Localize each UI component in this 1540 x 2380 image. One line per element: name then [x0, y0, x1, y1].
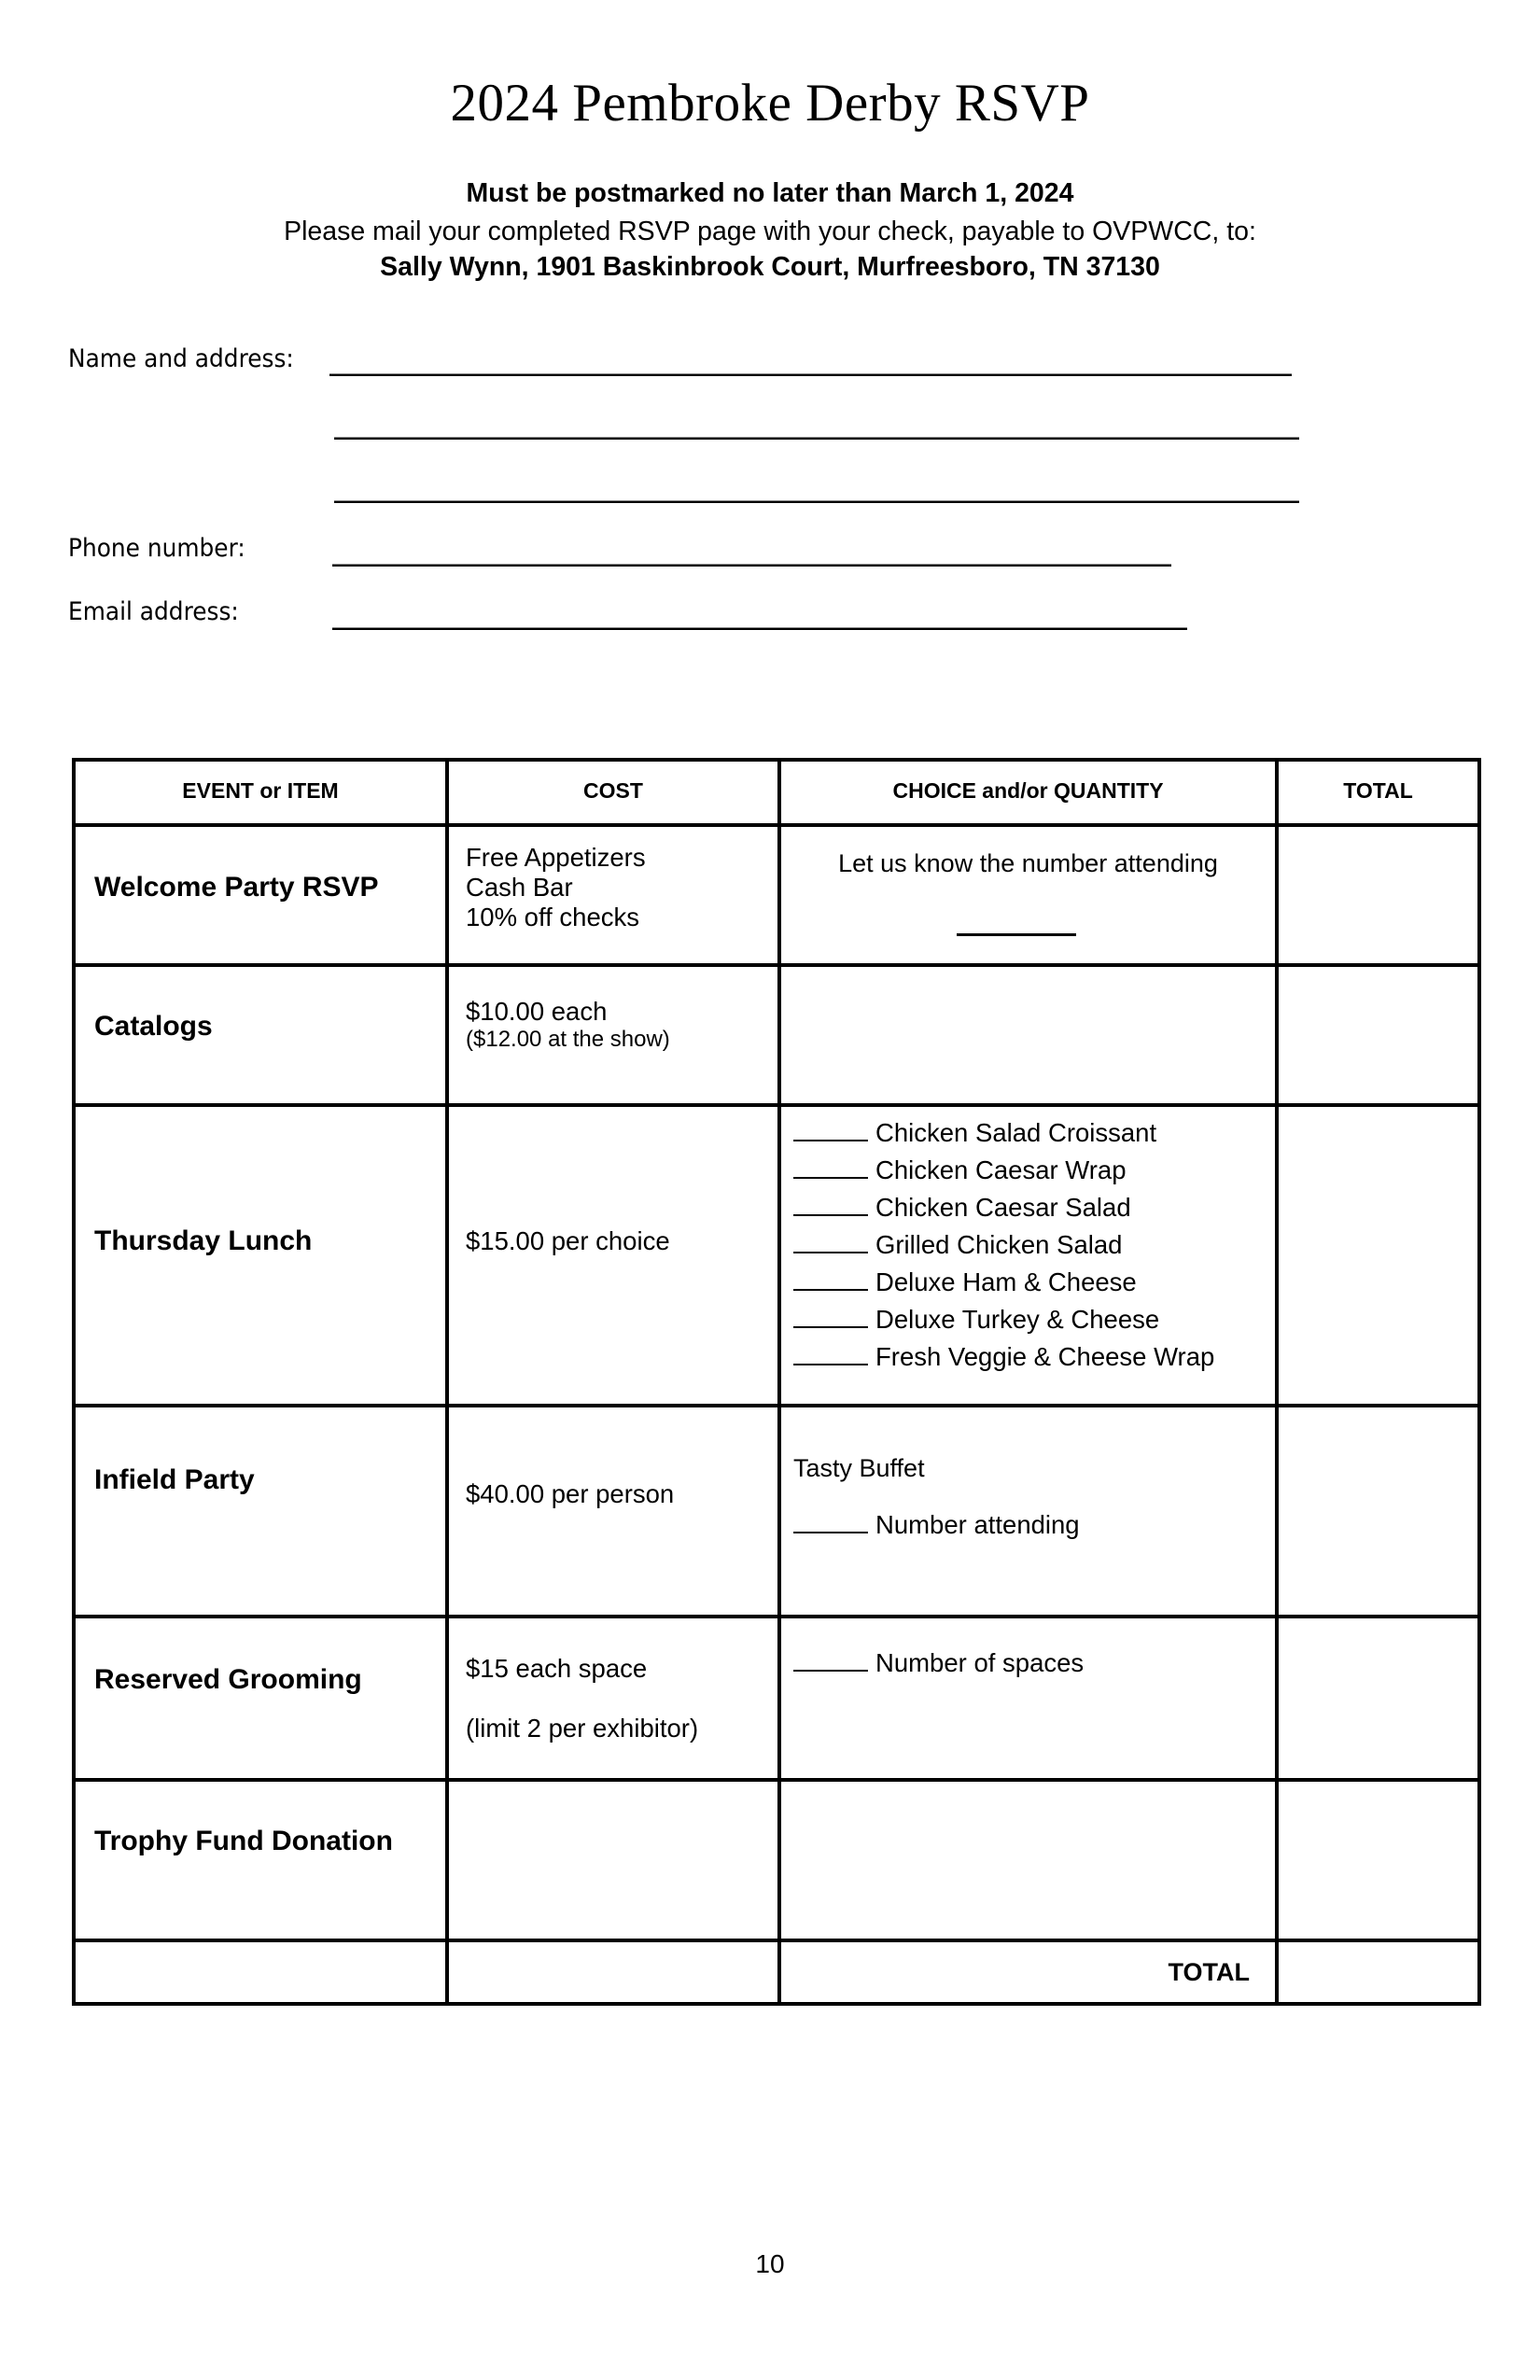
cost-line: (limit 2 per exhibitor)	[466, 1714, 699, 1743]
event-welcome-party: Welcome Party RSVP	[94, 872, 379, 903]
choice-catalogs-quantity[interactable]	[781, 967, 1275, 1103]
cost-thursday-lunch: $15.00 per choice	[466, 1226, 670, 1255]
lunch-choice-item[interactable]: Chicken Salad Croissant	[793, 1114, 1214, 1152]
welcome-party-attending-blank[interactable]	[957, 933, 1076, 936]
quantity-blank[interactable]	[793, 1229, 868, 1253]
total-thursday-lunch[interactable]	[1279, 1107, 1477, 1404]
cost-trophy-fund-donation[interactable]	[449, 1782, 777, 1939]
event-catalogs: Catalogs	[94, 1011, 213, 1042]
column-header-total: TOTAL	[1343, 778, 1413, 803]
phone-label: Phone number:	[68, 534, 245, 563]
name-address-field-line-2[interactable]	[334, 437, 1299, 440]
total-reserved-grooming[interactable]	[1279, 1618, 1477, 1778]
name-address-label: Name and address:	[68, 344, 294, 373]
phone-field-line[interactable]	[332, 564, 1171, 567]
lunch-choice-item[interactable]: Chicken Caesar Salad	[793, 1189, 1214, 1226]
name-address-field-line-3[interactable]	[334, 500, 1299, 503]
column-header-cost: COST	[583, 778, 643, 803]
row-divider	[72, 823, 1481, 827]
lunch-choice-item[interactable]: Deluxe Turkey & Cheese	[793, 1301, 1214, 1338]
cost-infield-party: $40.00 per person	[466, 1479, 675, 1508]
total-welcome-party[interactable]	[1279, 827, 1477, 963]
mailing-instructions: Please mail your completed RSVP page with your check, payable to OVPWCC, to:	[284, 217, 1256, 246]
mailing-address: Sally Wynn, 1901 Baskinbrook Court, Murfreesboro, TN 37130	[380, 252, 1160, 282]
quantity-blank[interactable]	[793, 1117, 868, 1141]
cost-line: Cash Bar	[466, 873, 573, 902]
page-title: 2024 Pembroke Derby RSVP	[450, 74, 1090, 133]
event-infield-party: Infield Party	[94, 1464, 255, 1495]
cost-line: $10.00 each	[466, 997, 608, 1026]
quantity-blank[interactable]	[793, 1304, 868, 1328]
cost-line: Free Appetizers	[466, 843, 646, 872]
column-header-event: EVENT or ITEM	[182, 778, 339, 803]
choice-trophy-fund-donation[interactable]	[781, 1782, 1275, 1939]
grand-total-label: TOTAL	[1168, 1958, 1250, 1986]
grand-total-field[interactable]	[1279, 1942, 1477, 2002]
quantity-blank[interactable]	[793, 1341, 868, 1365]
row-divider	[72, 1103, 1481, 1107]
lunch-choice-item[interactable]: Chicken Caesar Wrap	[793, 1152, 1214, 1189]
cost-reserved-grooming	[466, 1639, 698, 1758]
email-field-line[interactable]	[332, 627, 1187, 630]
name-address-field-line-1[interactable]	[329, 373, 1292, 376]
quantity-blank[interactable]	[793, 1509, 868, 1533]
lunch-choice-item[interactable]: Fresh Veggie & Cheese Wrap	[793, 1338, 1214, 1376]
event-reserved-grooming: Reserved Grooming	[94, 1664, 362, 1695]
row-divider	[72, 1939, 1481, 1942]
quantity-blank[interactable]	[793, 1192, 868, 1216]
quantity-blank[interactable]	[793, 1267, 868, 1291]
deadline-notice: Must be postmarked no later than March 1, 2024	[466, 178, 1074, 208]
total-trophy-fund-donation[interactable]	[1279, 1782, 1477, 1939]
column-header-choice: CHOICE and/or QUANTITY	[892, 778, 1164, 803]
total-infield-party[interactable]	[1279, 1407, 1477, 1615]
row-divider	[72, 1615, 1481, 1618]
choice-welcome-party-text: Let us know the number attending	[838, 849, 1218, 877]
email-label: Email address:	[68, 597, 239, 626]
total-catalogs[interactable]	[1279, 967, 1477, 1103]
infield-party-buffet: Tasty Buffet	[793, 1454, 925, 1482]
cost-line: 10% off checks	[466, 903, 639, 931]
quantity-blank[interactable]	[793, 1647, 868, 1672]
lunch-choice-item[interactable]: Grilled Chicken Salad	[793, 1226, 1214, 1264]
lunch-choices-list	[793, 1114, 1214, 1376]
cost-welcome-party	[466, 843, 646, 932]
cost-note: ($12.00 at the show)	[466, 1027, 670, 1052]
event-trophy-fund-donation: Trophy Fund Donation	[94, 1826, 393, 1856]
lunch-choice-item[interactable]: Deluxe Ham & Cheese	[793, 1264, 1214, 1301]
event-thursday-lunch: Thursday Lunch	[94, 1225, 313, 1256]
cost-catalogs	[466, 997, 670, 1053]
page-number: 10	[755, 2249, 785, 2278]
cost-line: $15 each space	[466, 1654, 648, 1683]
reserved-grooming-spaces[interactable]: Number of spaces	[793, 1645, 1084, 1682]
quantity-blank[interactable]	[793, 1155, 868, 1179]
row-divider	[72, 1404, 1481, 1407]
infield-party-attending[interactable]: Number attending	[793, 1506, 1080, 1544]
